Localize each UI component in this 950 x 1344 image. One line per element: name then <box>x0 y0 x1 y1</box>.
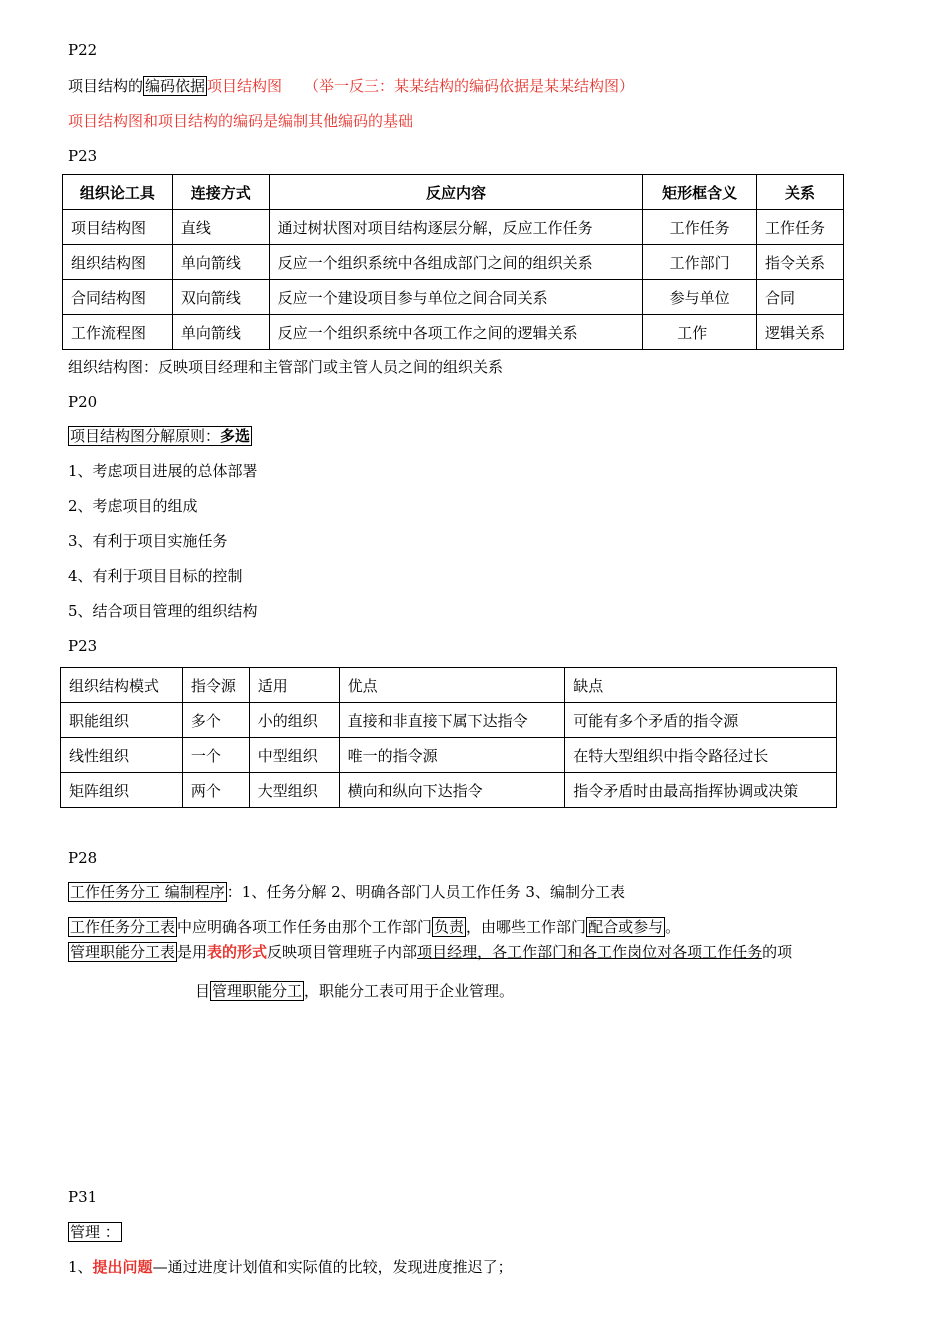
table-row <box>63 210 844 245</box>
table-cell: 通过树状图对项目结构逐层分解，反应工作任务 <box>269 210 643 245</box>
table-cell: 逻辑关系 <box>757 315 844 350</box>
boxed-title: 管理 ： <box>70 1223 120 1241</box>
table-cell: 双向箭线 <box>172 280 269 315</box>
decomposition-title <box>68 426 252 446</box>
table-cell: 反应一个组织系统中各项工作之间的逻辑关系 <box>269 315 643 350</box>
coding-foundation-line: 项目结构图和项目结构的编码是编制其他编码的基础 <box>68 112 414 130</box>
management-title <box>68 1222 122 1242</box>
table-header-cell: 适用 <box>249 668 339 703</box>
table-cell: 合同 <box>757 280 844 315</box>
table-header-cell: 反应内容 <box>269 175 643 210</box>
underlined-term: 项目经理，各工作部门和各工作岗位对各项工作任务 <box>417 943 763 961</box>
table-cell: 两个 <box>182 773 249 808</box>
table-header-cell: 缺点 <box>565 668 837 703</box>
page-ref-p23: P23 <box>68 147 98 165</box>
mgmt-function-table-line-cont: 目 管理职能分工 ，职能分工表可用于企业管理。 <box>195 982 515 1000</box>
table-cell: 职能组织 <box>61 703 183 738</box>
table-cell: 参与单位 <box>643 280 757 315</box>
boxed-term: 管理职能分工表 <box>70 943 176 961</box>
boxed-title: 项目结构图分解原则：多选 <box>70 427 251 445</box>
table-cell: 在特大型组织中指令路径过长 <box>565 738 837 773</box>
table-cell: 工作任务 <box>643 210 757 245</box>
table-cell: 组织结构图 <box>63 245 173 280</box>
table-cell: 直线 <box>172 210 269 245</box>
list-item: 5、结合项目管理的组织结构 <box>68 602 258 620</box>
table-cell: 大型组织 <box>249 773 339 808</box>
table-row <box>61 773 837 808</box>
emphasis-term: 表的形式 <box>207 943 268 961</box>
table-header-cell: 组织论工具 <box>63 175 173 210</box>
table-cell: 反应一个组织系统中各组成部门之间的组织关系 <box>269 245 643 280</box>
task-division-procedure <box>68 882 625 902</box>
emphasis-term: 提出问题 <box>92 1258 153 1276</box>
table-cell: 项目结构图 <box>63 210 173 245</box>
table-header-cell: 矩形框含义 <box>643 175 757 210</box>
table-cell: 直接和非直接下属下达指令 <box>339 703 565 738</box>
boxed-term: 配合或参与 <box>588 918 664 936</box>
org-chart-note: 组织结构图：反映项目经理和主管部门或主管人员之间的组织关系 <box>68 358 504 376</box>
table-cell: 合同结构图 <box>63 280 173 315</box>
table-row <box>63 315 844 350</box>
table-cell: 小的组织 <box>249 703 339 738</box>
table-header-row <box>61 668 837 703</box>
page-ref-p22: P22 <box>68 41 98 59</box>
table-cell: 工作 <box>643 315 757 350</box>
page-ref-p28: P28 <box>68 849 98 867</box>
table-cell: 反应一个建设项目参与单位之间合同关系 <box>269 280 643 315</box>
table-cell: 横向和纵向下达指令 <box>339 773 565 808</box>
table-cell: 可能有多个矛盾的指令源 <box>565 703 837 738</box>
table-cell: 单向箭线 <box>172 245 269 280</box>
mgmt-function-table-line: 管理职能分工表 是用表的形式反映项目管理班子内部项目经理，各工作部门和各工作岗位对各项工作任务的项 <box>70 943 793 961</box>
table-cell: 工作任务 <box>757 210 844 245</box>
table-cell: 单向箭线 <box>172 315 269 350</box>
org-tools-table <box>62 174 844 350</box>
table-cell: 矩阵组织 <box>61 773 183 808</box>
table-row <box>61 738 837 773</box>
boxed-term: 工作任务分工表 <box>70 918 176 936</box>
org-structure-mode-table <box>60 667 837 808</box>
table-header-cell: 连接方式 <box>172 175 269 210</box>
list-item: 3、有利于项目实施任务 <box>68 532 228 550</box>
table-cell: 线性组织 <box>61 738 183 773</box>
list-item: 1、提出问题—通过进度计划值和实际值的比较，发现进度推迟了； <box>68 1258 513 1276</box>
table-header-cell: 组织结构模式 <box>61 668 183 703</box>
boxed-term: 管理职能分工 <box>212 982 303 1000</box>
table-row <box>63 280 844 315</box>
table-cell: 工作流程图 <box>63 315 173 350</box>
table-row <box>63 245 844 280</box>
table-cell: 唯一的指令源 <box>339 738 565 773</box>
boxed-term: 编码依据 <box>145 77 206 95</box>
red-term: 项目结构图 <box>207 77 283 95</box>
page-ref-p31: P31 <box>68 1188 98 1206</box>
boxed-term: 负责 <box>434 918 465 936</box>
table-row <box>61 703 837 738</box>
table-cell: 多个 <box>182 703 249 738</box>
list-item: 4、有利于项目目标的控制 <box>68 567 243 585</box>
list-item: 1、考虑项目进展的总体部署 <box>68 462 258 480</box>
table-header-cell: 优点 <box>339 668 565 703</box>
table-cell: 一个 <box>182 738 249 773</box>
table-header-cell: 关系 <box>757 175 844 210</box>
task-division-table-line: 工作任务分工表 中应明确各项工作任务由那个工作部门 负责 ，由哪些工作部门 配合或参与 。 <box>70 918 681 936</box>
boxed-term: 工作任务分工 编制程序 <box>70 883 225 901</box>
page-ref-p20: P20 <box>68 393 98 411</box>
table-cell: 工作部门 <box>643 245 757 280</box>
table-header-cell: 指令源 <box>182 668 249 703</box>
table-header-row <box>63 175 844 210</box>
table-cell: 指令关系 <box>757 245 844 280</box>
table-cell: 指令矛盾时由最高指挥协调或决策 <box>565 773 837 808</box>
procedure-steps: ：1、任务分解 2、明确各部门人员工作任务 3、编制分工表 <box>226 883 625 901</box>
text-prefix: 项目结构的 <box>68 77 144 95</box>
coding-basis-line <box>68 76 634 96</box>
analogy-note: （举一反三：某某结构的编码依据是某某结构图） <box>304 77 635 95</box>
list-item: 2、考虑项目的组成 <box>68 497 198 515</box>
page-ref-p23-b: P23 <box>68 637 98 655</box>
table-cell: 中型组织 <box>249 738 339 773</box>
